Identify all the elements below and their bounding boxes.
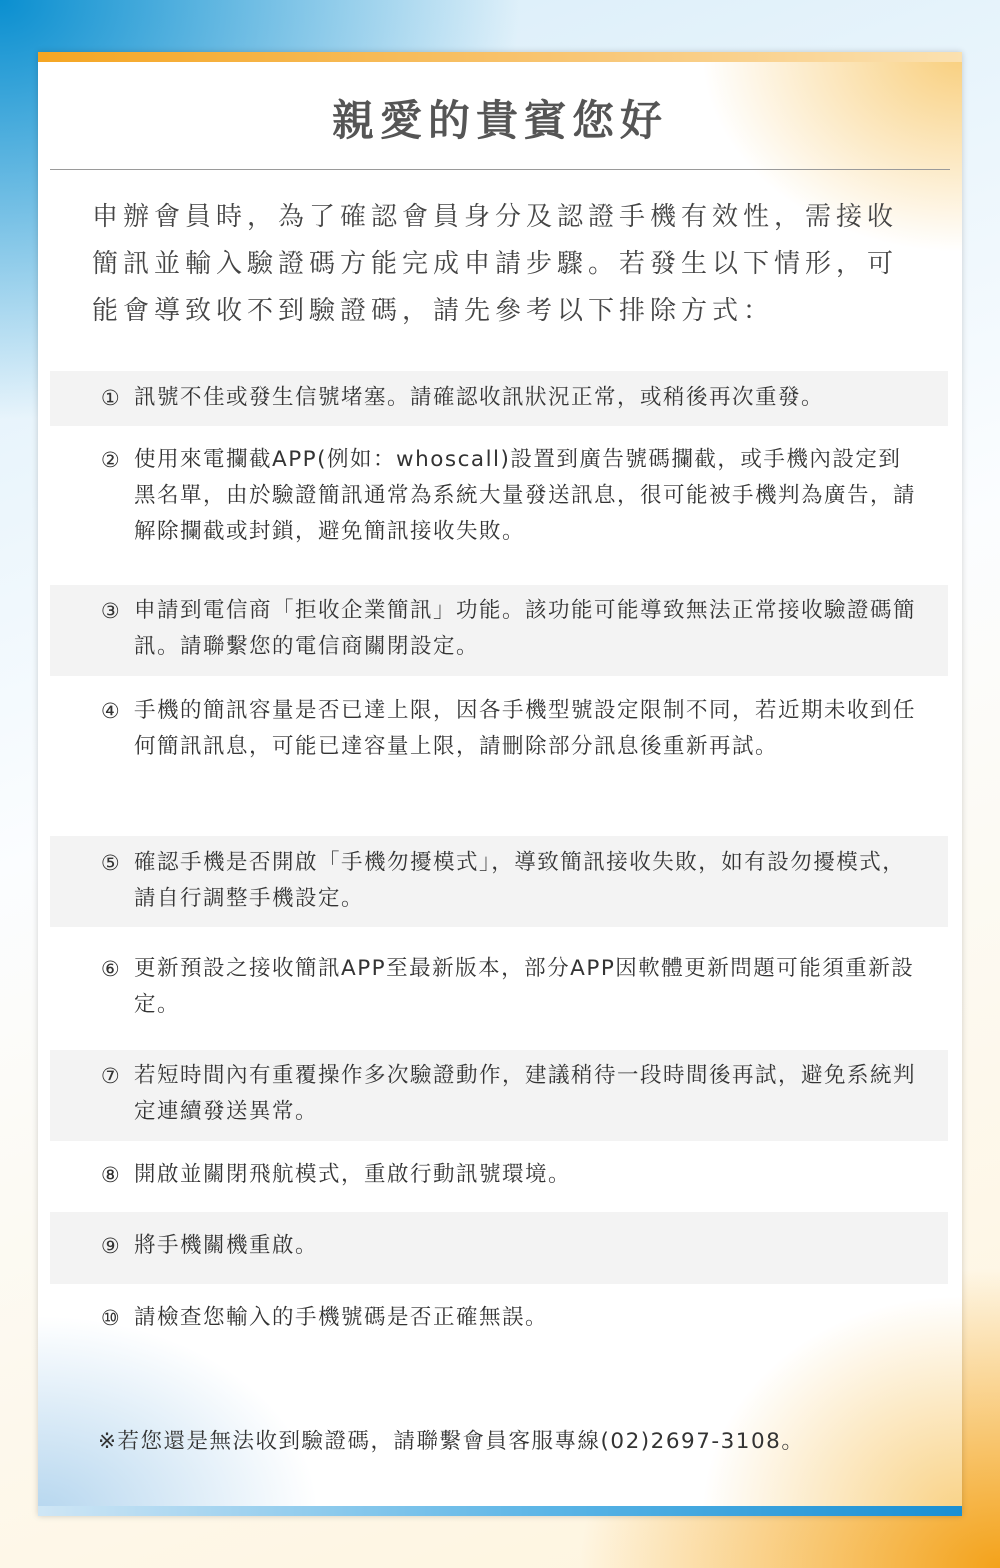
list-item xyxy=(50,1141,948,1212)
card-bottom-accent-bar xyxy=(38,1506,962,1516)
item-text: 手機的簡訊容量是否已達上限，因各手機型號設定限制不同，若近期未收到任何簡訊訊息，可能已達容量上限，請刪除部分訊息後重新再試。 xyxy=(134,698,917,759)
item-text: 將手機關機重啟。 xyxy=(134,1233,319,1258)
item-text: 若短時間內有重覆操作多次驗證動作，建議稍待一段時間後再試，避免系統判定連續發送異常。 xyxy=(134,1063,917,1124)
item-number: ⑨ xyxy=(100,1234,122,1258)
item-number: ③ xyxy=(100,599,122,623)
item-number: ② xyxy=(100,448,122,472)
item-number: ⑤ xyxy=(100,851,122,875)
title-divider xyxy=(50,169,950,170)
list-item xyxy=(50,1050,948,1141)
item-text: 更新預設之接收簡訊APP至最新版本，部分APP因軟體更新問題可能須重新設定。 xyxy=(134,956,915,1017)
list-item xyxy=(50,1284,948,1355)
notice-card xyxy=(38,52,962,1516)
list-item xyxy=(50,426,948,585)
intro-paragraph: 申辦會員時，為了確認會員身分及認證手機有效性，需接收簡訊並輸入驗證碼方能完成申請步驟。若發生以下情形，可能會導致收不到驗證碼，請先參考以下排除方式： xyxy=(92,202,899,326)
item-number: ④ xyxy=(100,699,122,723)
list-item xyxy=(50,676,948,836)
item-text: 申請到電信商「拒收企業簡訊」功能。該功能可能導致無法正常接收驗證碼簡訊。請聯繫您的電信商關閉設定。 xyxy=(134,598,917,659)
card-top-accent-bar xyxy=(38,52,962,62)
list-item xyxy=(50,371,948,426)
list-item xyxy=(50,585,948,676)
item-text: 開啟並關閉飛航模式，重啟行動訊號環境。 xyxy=(134,1162,572,1187)
list-item xyxy=(50,927,948,1050)
item-text: 訊號不佳或發生信號堵塞。請確認收訊狀況正常，或稍後再次重發。 xyxy=(134,385,825,410)
item-text: 請檢查您輸入的手機號碼是否正確無誤。 xyxy=(134,1305,549,1330)
item-number: ⑦ xyxy=(100,1064,122,1088)
contact-footnote: ※若您還是無法收到驗證碼，請聯繫會員客服專線(02)2697-3108。 xyxy=(98,1429,805,1454)
item-number: ⑥ xyxy=(100,957,122,981)
item-number: ⑧ xyxy=(100,1163,122,1187)
item-text: 使用來電攔截APP(例如：whoscall)設置到廣告號碼攔截，或手機內設定到黑名單，由於驗證簡訊通常為系統大量發送訊息，很可能被手機判為廣告，請解除攔截或封鎖，避免簡訊接收失敗。 xyxy=(134,447,917,544)
list-item xyxy=(50,836,948,927)
page-title: 親愛的貴賓您好 xyxy=(331,96,668,145)
item-number: ① xyxy=(100,386,122,410)
item-text: 確認手機是否開啟「手機勿擾模式」，導致簡訊接收失敗，如有設勿擾模式，請自行調整手機設定。 xyxy=(134,850,906,911)
list-item xyxy=(50,1212,948,1284)
item-number: ⑩ xyxy=(100,1306,122,1330)
